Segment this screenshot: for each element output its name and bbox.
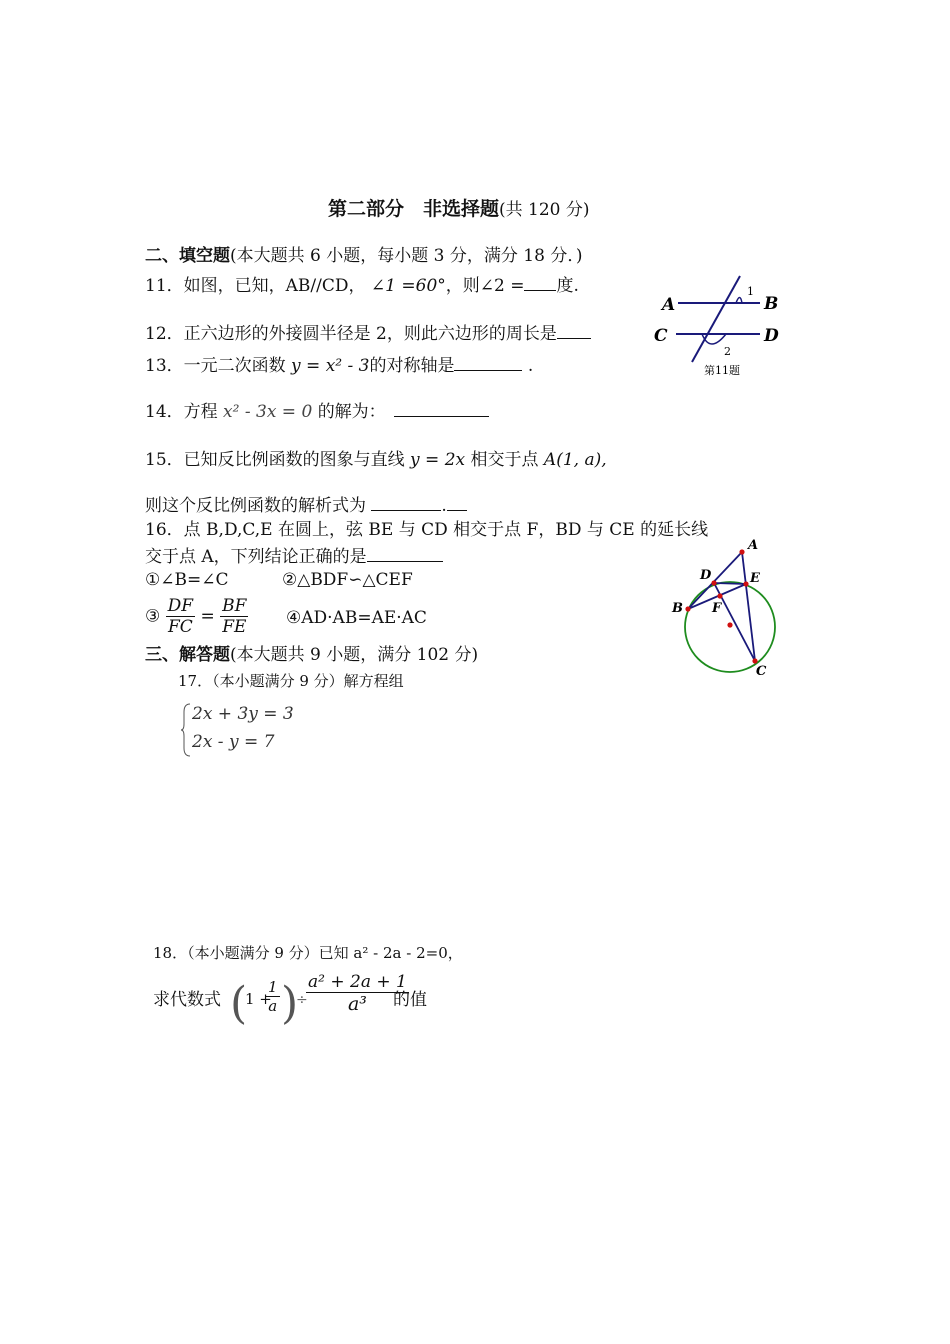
label-E: E: [750, 571, 760, 586]
label-D: D: [764, 326, 779, 346]
angle-1-label: 1: [747, 285, 754, 298]
question-16: 16．点 B,D,C,E 在圆上，弦 BE 与 CD 相交于点 F，BD 与 CE 的延长线: [145, 520, 709, 540]
label-C: C: [756, 664, 767, 679]
question-15-line2: 则这个反比例函数的解析式为 .: [145, 494, 467, 516]
label-C: C: [654, 326, 668, 346]
page-title: 第二部分 非选择题(共 120 分): [328, 198, 590, 220]
figure-11-caption: 第11题: [704, 364, 740, 377]
question-15: 15．已知反比例函数的图象与直线 y = 2x 相交于点 A(1, a),: [145, 450, 607, 470]
label-D: D: [700, 568, 712, 583]
brace-icon: [180, 702, 192, 758]
section-3-heading: 三、解答题(本大题共 9 小题，满分 102 分): [145, 645, 479, 665]
section-2-heading: 二、填空题(本大题共 6 小题，每小题 3 分，满分 18 分．): [145, 246, 583, 266]
angle-2-label: 2: [724, 345, 731, 358]
label-B: B: [764, 294, 779, 314]
label-F: F: [712, 601, 722, 616]
question-18: 18．（本小题满分 9 分）已知 a² - 2a - 2=0，: [153, 944, 463, 962]
figure-11: [650, 270, 790, 385]
label-A: A: [748, 538, 759, 553]
question-17: 17．（本小题满分 9 分）解方程组: [178, 672, 404, 690]
question-12: 12．正六边形的外接圆半径是 2，则此六边形的周长是: [145, 322, 591, 344]
question-16-option-1: ①∠B=∠C: [145, 570, 229, 590]
label-A: A: [662, 295, 676, 315]
question-14: 14．方程 x² - 3x = 0 的解为：: [145, 400, 489, 422]
question-11: 11．如图，已知，AB//CD， ∠1 =60°，则∠2 = 度.: [145, 276, 579, 296]
figure-16: [668, 535, 808, 680]
question-13: 13．一元二次函数 y = x² - 3的对称轴是 .: [145, 356, 534, 376]
question-16-option-4: ④AD·AB=AE·AC: [286, 608, 427, 628]
question-16-option-3: ③ $\frac{DF}{FC}$ = $\frac{BF}{FE}$: [145, 596, 247, 638]
label-B: B: [672, 601, 683, 616]
question-16-option-2: ②△BDF∽△CEF: [282, 570, 413, 590]
question-16-line2: 交于点 A，下列结论正确的是: [145, 545, 443, 567]
